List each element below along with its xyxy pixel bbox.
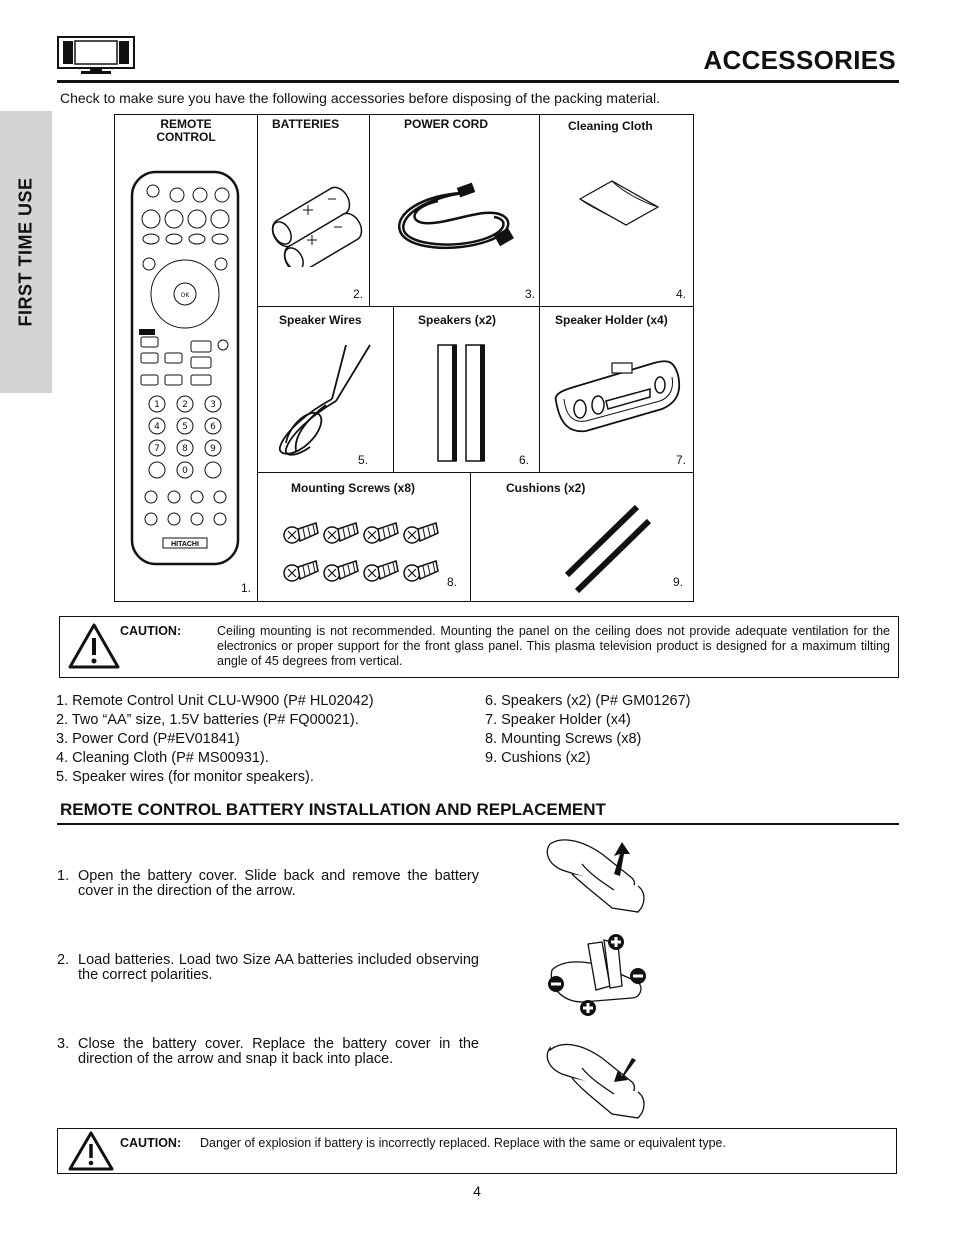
accessory-number: 6. <box>519 453 530 467</box>
open-cover-illustration <box>542 834 652 914</box>
accessory-speakers <box>394 307 540 473</box>
power-cord-image <box>384 175 524 259</box>
accessory-label: Cushions (x2) <box>506 481 586 495</box>
svg-text:9: 9 <box>210 444 216 454</box>
page-title: ACCESSORIES <box>703 45 896 75</box>
close-cover-illustration <box>542 1038 652 1120</box>
warning-icon <box>68 622 120 670</box>
accessory-label: Speaker Holder (x4) <box>555 313 668 327</box>
step-open-cover <box>57 869 479 899</box>
list-item: 9. Cushions (x2) <box>485 750 591 766</box>
caution-label: CAUTION: <box>120 624 182 638</box>
step-text: Open the battery cover. Slide back and remove the battery cover in the direction of the arrow. <box>78 868 479 899</box>
accessory-power-cord <box>370 115 540 307</box>
caution-box-ceiling <box>59 616 899 678</box>
accessory-cleaning-cloth <box>540 115 693 307</box>
side-tab-label: FIRST TIME USE <box>15 177 36 327</box>
caution-text: Ceiling mounting is not recommended. Mounting the panel on the ceiling does not provide adequate ventilation for the electronics or proper support for the front glass panel. This plasma television product is designed for a maximum tilting angle of 45 degrees from vertical. <box>217 624 890 668</box>
accessory-number: 8. <box>447 575 458 589</box>
remote-brand: HITACHI <box>171 541 199 548</box>
list-item: 7. Speaker Holder (x4) <box>485 712 631 728</box>
svg-text:4: 4 <box>154 422 160 432</box>
speakers-image <box>434 341 494 465</box>
accessory-number: 7. <box>676 453 687 467</box>
accessory-number: 3. <box>525 287 536 301</box>
accessory-label: Speakers (x2) <box>418 313 497 327</box>
accessory-label: REMOTE CONTROL <box>156 117 216 144</box>
warning-icon <box>68 1130 114 1172</box>
mounting-screws-image <box>282 517 446 583</box>
load-batteries-illustration <box>542 930 652 1020</box>
svg-text:2: 2 <box>182 400 188 410</box>
cushions-image <box>561 503 653 595</box>
svg-text:OK: OK <box>180 292 190 299</box>
list-item: 8. Mounting Screws (x8) <box>485 731 642 747</box>
accessory-number: 2. <box>353 287 364 301</box>
accessory-number: 1. <box>241 581 252 595</box>
header-rule <box>57 80 899 83</box>
accessory-mounting-screws <box>258 473 471 601</box>
svg-text:6: 6 <box>210 422 216 432</box>
accessory-label: BATTERIES <box>272 117 340 131</box>
step-number: 3. <box>57 1036 70 1052</box>
list-item: 1. Remote Control Unit CLU-W900 (P# HL02042) <box>56 693 374 709</box>
svg-text:5: 5 <box>182 422 188 432</box>
caution-box-battery <box>57 1128 897 1174</box>
accessory-remote-control <box>115 115 258 601</box>
accessories-grid <box>114 114 694 602</box>
svg-text:3: 3 <box>210 400 216 410</box>
list-item: 2. Two “AA” size, 1.5V batteries (P# FQ00021). <box>56 712 359 728</box>
batteries-image <box>268 181 363 267</box>
parts-list-left <box>56 692 374 787</box>
side-tab <box>0 111 52 393</box>
remote-control-image <box>129 169 241 569</box>
caution-label: CAUTION: <box>120 1136 182 1150</box>
accessory-label: Cleaning Cloth <box>568 119 653 133</box>
tv-icon <box>57 36 135 76</box>
accessory-label: POWER CORD <box>404 117 488 131</box>
caution-text: Danger of explosion if battery is incorrectly replaced. Replace with the same or equivalent type. <box>200 1136 726 1150</box>
accessory-label: Speaker Wires <box>279 313 362 327</box>
speaker-holder-image <box>550 355 686 443</box>
accessory-number: 4. <box>676 287 687 301</box>
list-item: 4. Cleaning Cloth (P# MS00931). <box>56 750 269 766</box>
svg-text:8: 8 <box>182 444 188 454</box>
accessory-speaker-wires <box>258 307 394 473</box>
step-number: 2. <box>57 952 70 968</box>
accessory-label: Mounting Screws (x8) <box>291 481 416 495</box>
parts-list-right <box>485 692 691 768</box>
step-number: 1. <box>57 868 70 884</box>
accessory-cushions <box>471 473 693 601</box>
svg-text:0: 0 <box>182 466 188 476</box>
step-text: Load batteries. Load two Size AA batteries included observing the correct polarities. <box>78 952 479 983</box>
accessory-speaker-holder <box>540 307 693 473</box>
step-load-batteries <box>57 953 479 983</box>
list-item: 5. Speaker wires (for monitor speakers). <box>56 769 314 785</box>
section-rule <box>57 823 899 825</box>
intro-text: Check to make sure you have the following accessories before disposing of the packing material. <box>60 90 660 106</box>
list-item: 3. Power Cord (P#EV01841) <box>56 731 240 747</box>
page-number: 4 <box>473 1183 481 1199</box>
step-close-cover <box>57 1037 479 1067</box>
step-text: Close the battery cover. Replace the battery cover in the direction of the arrow and snap it back into place. <box>78 1036 479 1067</box>
section-heading: REMOTE CONTROL BATTERY INSTALLATION AND REPLACEMENT <box>60 800 606 819</box>
svg-text:1: 1 <box>154 400 160 410</box>
list-item: 6. Speakers (x2) (P# GM01267) <box>485 693 691 709</box>
accessory-number: 9. <box>673 575 684 589</box>
cleaning-cloth-image <box>576 177 662 229</box>
speaker-wires-image <box>266 343 386 461</box>
accessory-number: 5. <box>358 453 369 467</box>
accessory-batteries <box>258 115 370 307</box>
svg-text:7: 7 <box>154 444 160 454</box>
